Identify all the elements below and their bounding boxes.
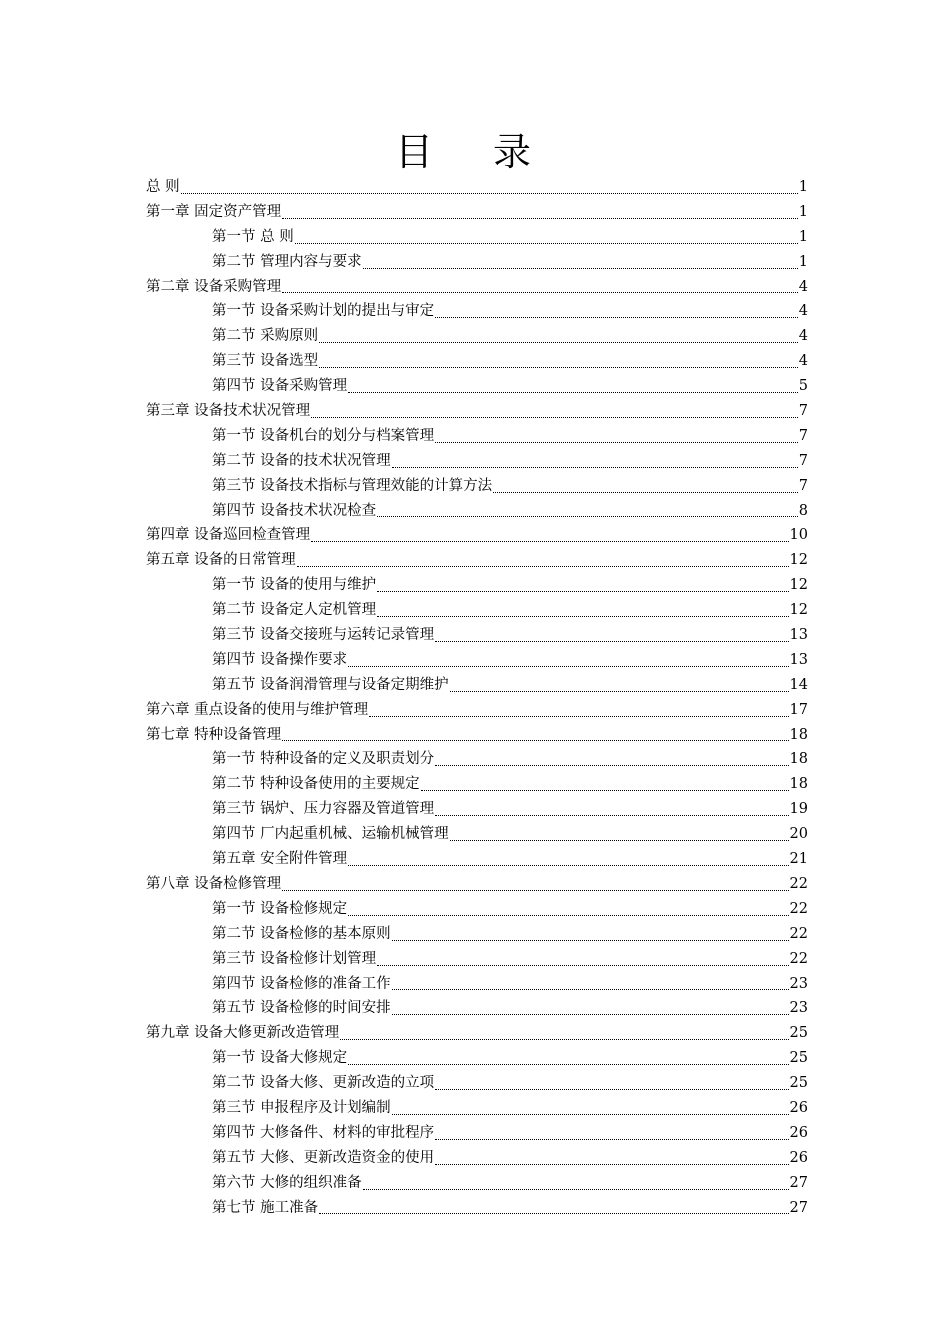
toc-page-number: 12 [789,552,808,569]
table-of-contents [146,175,808,1220]
toc-dot-leader [319,366,798,368]
toc-page-number: 7 [798,477,808,494]
toc-section-entry[interactable] [146,673,808,698]
toc-section-entry[interactable] [146,1046,808,1071]
toc-section-entry[interactable] [146,449,808,474]
toc-entry-label: 第二节 设备的技术状况管理 [212,452,391,469]
toc-section-entry[interactable] [146,374,808,399]
toc-entry-label: 第一节 设备检修规定 [212,900,348,917]
toc-page-number: 27 [789,1199,808,1216]
toc-entry-label: 第三节 申报程序及计划编制 [212,1099,391,1116]
toc-dot-leader [282,217,798,219]
toc-entry-label: 第七章 特种设备管理 [146,726,282,743]
toc-entry-label: 第二节 采购原则 [212,328,319,345]
toc-dot-leader [377,590,788,592]
toc-entry-label: 第五节 大修、更新改造资金的使用 [212,1149,435,1166]
toc-chapter-entry[interactable] [146,200,808,225]
toc-section-entry[interactable] [146,598,808,623]
toc-dot-leader [348,665,788,667]
toc-entry-label: 第四章 设备巡回检查管理 [146,527,311,544]
toc-entry-label: 第五节 设备检修的时间安排 [212,1000,391,1017]
toc-page-number: 4 [798,353,808,370]
toc-section-entry[interactable] [146,225,808,250]
toc-dot-leader [435,814,788,816]
toc-chapter-entry[interactable] [146,872,808,897]
toc-page-number: 21 [789,851,808,868]
toc-dot-leader [392,939,789,941]
toc-entry-label: 第八章 设备检修管理 [146,875,282,892]
toc-dot-leader [450,690,789,692]
toc-page-number: 7 [798,427,808,444]
toc-dot-leader [181,192,798,194]
toc-dot-leader [363,1188,789,1190]
toc-dot-leader [435,316,798,318]
toc-dot-leader [348,914,788,916]
toc-page-number: 22 [789,950,808,967]
toc-section-entry[interactable] [146,324,808,349]
toc-entry-label: 第九章 设备大修更新改造管理 [146,1025,340,1042]
toc-page-number: 1 [798,228,808,245]
toc-page-number: 1 [798,253,808,270]
toc-dot-leader [392,1013,789,1015]
toc-chapter-entry[interactable] [146,523,808,548]
toc-page-number: 18 [789,776,808,793]
toc-title: 目 录 [394,130,556,174]
toc-page-number: 18 [789,726,808,743]
toc-entry-label: 第一节 设备大修规定 [212,1050,348,1067]
toc-dot-leader [319,1212,788,1214]
toc-section-entry[interactable] [146,474,808,499]
toc-section-entry[interactable] [146,897,808,922]
toc-dot-leader [295,242,798,244]
toc-section-entry[interactable] [146,424,808,449]
toc-dot-leader [377,615,788,617]
toc-entry-label: 第五章 安全附件管理 [212,851,348,868]
toc-dot-leader [435,1163,788,1165]
toc-page-number: 4 [798,278,808,295]
toc-entry-label: 第四节 设备检修的准备工作 [212,975,391,992]
toc-dot-leader [392,1113,789,1115]
toc-entry-label: 第四节 厂内起重机械、运输机械管理 [212,826,449,843]
toc-section-entry[interactable] [146,972,808,997]
toc-entry-label: 总 则 [146,179,180,195]
toc-section-entry[interactable] [146,772,808,797]
toc-dot-leader [282,889,788,891]
toc-page-number: 12 [789,602,808,619]
toc-entry-label: 第二章 设备采购管理 [146,278,282,295]
toc-entry-label: 第二节 设备定人定机管理 [212,602,377,619]
toc-page-number: 7 [798,452,808,469]
toc-section-entry[interactable] [146,250,808,275]
toc-page-number: 26 [789,1099,808,1116]
toc-section-entry[interactable] [146,847,808,872]
toc-section-entry[interactable] [146,822,808,847]
toc-section-entry[interactable] [146,1196,808,1221]
toc-section-entry[interactable] [146,747,808,772]
toc-entry-label: 第四节 设备操作要求 [212,651,348,668]
toc-page-number: 13 [789,627,808,644]
toc-page-number: 4 [798,303,808,320]
toc-dot-leader [297,565,789,567]
toc-entry-label: 第五章 设备的日常管理 [146,552,296,569]
toc-page-number: 1 [798,203,808,220]
toc-entry-label: 第三节 设备选型 [212,353,319,370]
toc-entry-label: 第一章 固定资产管理 [146,203,282,220]
toc-page-number: 4 [798,328,808,345]
toc-section-entry[interactable] [146,648,808,673]
toc-section-entry[interactable] [146,349,808,374]
toc-entry-label: 第三章 设备技术状况管理 [146,403,311,420]
toc-dot-leader [348,864,788,866]
toc-dot-leader [363,267,798,269]
toc-page-number: 26 [789,1124,808,1141]
toc-page-number: 7 [798,403,808,420]
toc-entry-label: 第六节 大修的组织准备 [212,1174,362,1191]
toc-chapter-entry[interactable] [146,548,808,573]
toc-chapter-entry[interactable] [146,275,808,300]
toc-entry-label: 第四节 设备采购管理 [212,378,348,395]
toc-entry-label: 第三节 设备技术指标与管理效能的计算方法 [212,477,493,494]
toc-page-number: 23 [789,975,808,992]
toc-entry-label: 第七节 施工准备 [212,1199,319,1216]
toc-entry-label: 第一节 设备机台的划分与档案管理 [212,427,435,444]
toc-dot-leader [435,1138,788,1140]
toc-dot-leader [435,640,788,642]
toc-page-number: 22 [789,900,808,917]
toc-page-number: 19 [789,801,808,818]
toc-dot-leader [435,1088,788,1090]
toc-entry-label: 第二节 特种设备使用的主要规定 [212,776,420,793]
toc-dot-leader [282,291,798,293]
toc-chapter-entry[interactable] [146,399,808,424]
toc-chapter-entry[interactable] [146,1021,808,1046]
toc-entry-label: 第五节 设备润滑管理与设备定期维护 [212,676,449,693]
toc-entry-label: 第三节 锅炉、压力容器及管道管理 [212,801,435,818]
toc-section-entry[interactable] [146,499,808,524]
toc-entry-label: 第二节 设备大修、更新改造的立项 [212,1075,435,1092]
toc-section-entry[interactable] [146,922,808,947]
toc-dot-leader [392,466,798,468]
toc-entry-label: 第二节 管理内容与要求 [212,253,362,270]
toc-dot-leader [340,1038,788,1040]
toc-section-entry[interactable] [146,996,808,1021]
toc-dot-leader [311,540,788,542]
toc-page-number: 12 [789,577,808,594]
toc-page-number: 23 [789,1000,808,1017]
toc-page-number: 25 [789,1050,808,1067]
toc-section-entry[interactable] [146,797,808,822]
toc-entry-label: 第三节 设备检修计划管理 [212,950,377,967]
toc-dot-leader [421,789,789,791]
toc-section-entry[interactable] [146,1071,808,1096]
toc-dot-leader [377,515,798,517]
toc-entry-label: 第三节 设备交接班与运转记录管理 [212,627,435,644]
toc-page-number: 13 [789,651,808,668]
toc-page-number: 18 [789,751,808,768]
toc-page-number: 25 [789,1025,808,1042]
toc-entry-label: 第四节 大修备件、材料的审批程序 [212,1124,435,1141]
toc-section-entry[interactable] [146,299,808,324]
toc-entry-label: 第一节 特种设备的定义及职责划分 [212,751,435,768]
toc-page-number: 8 [798,502,808,519]
toc-dot-leader [435,764,788,766]
toc-chapter-entry[interactable] [146,175,808,200]
toc-dot-leader [319,341,798,343]
toc-page-number: 22 [789,875,808,892]
toc-section-entry[interactable] [146,947,808,972]
toc-dot-leader [377,964,788,966]
toc-page-number: 14 [789,676,808,693]
toc-page-number: 10 [789,527,808,544]
toc-dot-leader [282,739,788,741]
toc-entry-label: 第一节 总 则 [212,228,294,245]
toc-dot-leader [493,491,798,493]
toc-section-entry[interactable] [146,573,808,598]
toc-section-entry[interactable] [146,1146,808,1171]
toc-entry-label: 第二节 设备检修的基本原则 [212,925,391,942]
toc-page-number: 1 [798,179,808,195]
toc-page-number: 5 [798,378,808,395]
toc-section-entry[interactable] [146,1096,808,1121]
toc-dot-leader [435,441,798,443]
toc-dot-leader [348,1063,788,1065]
toc-entry-label: 第一节 设备采购计划的提出与审定 [212,303,435,320]
toc-section-entry[interactable] [146,1171,808,1196]
toc-page-number: 25 [789,1075,808,1092]
toc-page-number: 20 [789,826,808,843]
toc-dot-leader [348,391,798,393]
toc-entry-label: 第六章 重点设备的使用与维护管理 [146,701,369,718]
toc-entry-label: 第一节 设备的使用与维护 [212,577,377,594]
toc-section-entry[interactable] [146,623,808,648]
toc-dot-leader [392,988,789,990]
toc-section-entry[interactable] [146,1121,808,1146]
toc-chapter-entry[interactable] [146,723,808,748]
toc-page-number: 22 [789,925,808,942]
toc-page-number: 27 [789,1174,808,1191]
toc-entry-label: 第四节 设备技术状况检查 [212,502,377,519]
toc-page-number: 26 [789,1149,808,1166]
toc-page-number: 17 [789,701,808,718]
toc-dot-leader [311,416,798,418]
toc-dot-leader [369,715,788,717]
toc-chapter-entry[interactable] [146,698,808,723]
toc-dot-leader [450,839,789,841]
